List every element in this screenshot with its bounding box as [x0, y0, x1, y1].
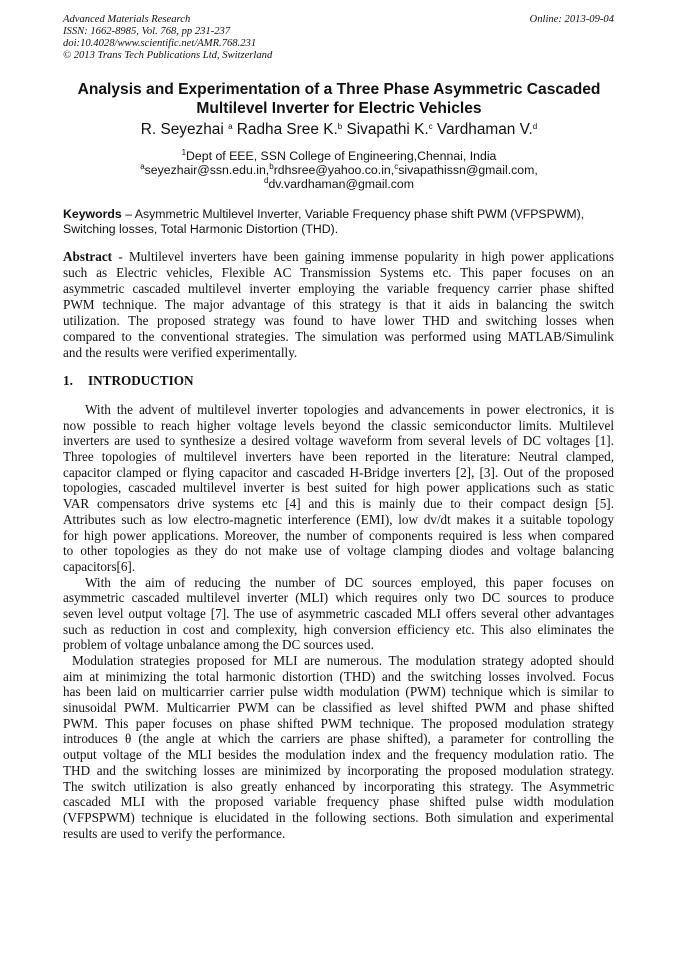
email-link[interactable]: rdhsree@yahoo.co.in, — [273, 163, 395, 177]
paragraph-line: inverters are used to synthesize a desired voltage waveform from several levels of DC voltages [1]. — [63, 433, 614, 449]
abstract-label: Abstract — [63, 249, 113, 264]
paragraph-line: With the advent of multilevel inverter topologies and advancements in power electronics, it is — [85, 402, 614, 417]
introduction-body — [63, 402, 614, 841]
paragraph-line: sinusoidal PWM. Multicarrier PWM can be classified as level shifted PWM and phase shifted — [63, 700, 614, 716]
paragraph-line: The switch utilization is also greatly enhanced by incorporating this strategy. The Asymmetric — [63, 778, 614, 794]
paragraph-line: now possible to reach higher voltage levels beyond the classic semiconductor limits. Multilevel — [63, 417, 614, 433]
abstract-line: compared to the conventional strategies. The simulation was performed using MATLAB/Simulink — [63, 329, 614, 344]
title-line: Multilevel Inverter for Electric Vehicles — [196, 100, 482, 117]
paragraph-line: output voltage of the MLI besides the modulation index and the frequency modulation ratio. The — [63, 747, 614, 763]
paragraph-line: to other topologies as they do not make use of voltage clamping diodes and voltage balancing — [63, 543, 614, 559]
abstract-line: and the results were verified experimentally. — [63, 345, 298, 360]
abstract — [63, 249, 614, 361]
author: Radha Sree K.$^b$ — [232, 121, 343, 138]
paragraph-line: asymmetric cascaded multilevel inverter (MLI) which requires only two DC sources to produce — [63, 590, 614, 606]
paragraph-line: has been laid on multicarrier carrier pulse width modulation (PWM) technique which is similar to — [63, 684, 614, 700]
paragraph-line: VAR compensators drive systems etc [4] and this is mainly due to their compact design [5]. — [63, 496, 614, 512]
author: Sivapathi K.$^c$ — [342, 121, 433, 138]
paragraph-line: for high power applications. Moreover, the number of components required is less when compared — [63, 527, 614, 543]
author-list — [40, 120, 638, 140]
abstract-line: PWM technique. The major advantage of this strategy is that it aids in balancing the switch — [63, 297, 614, 312]
copyright: © 2013 Trans Tech Publications Ltd, Switzerland — [63, 50, 273, 61]
paragraph-line: (VFPSPWM) technique is elucidated in the following sections. Both simulation and experimental — [63, 809, 614, 825]
title-line: Analysis and Experimentation of a Three Phase Asymmetric Cascaded — [77, 81, 601, 98]
emails: $^a$seyezhair@ssn.edu.in,$^b$rdhsree@yahoo.co.in,$^c$sivapathissn@gmail.com, — [140, 162, 538, 177]
author: R. Seyezhai $^a$ — [140, 121, 233, 138]
abstract-line: utilization. The proposed strategy was found to have lower THD and switching losses when — [63, 313, 614, 328]
paragraph-line: Modulation strategies proposed for MLI are numerous. The modulation strategy adopted should — [72, 653, 614, 668]
paragraph-line: Three topologies of multilevel inverters have been reported in the literature: Neutral clamped, — [63, 449, 614, 465]
paragraph-line: seven level output voltage [7]. The use of asymmetric cascaded MLI offers several other advantages — [63, 605, 614, 621]
abstract-line: Abstract - Multilevel inverters have been gaining immense popularity in high power applications — [63, 249, 614, 264]
issn: ISSN: 1662-8985, Vol. 768, pp 231-237 — [63, 26, 231, 37]
paragraph-line: cascaded MLI with the proposed variable frequency phase shifted pulse width modulation — [63, 794, 614, 810]
paper-title — [40, 80, 638, 118]
journal-name: Advanced Materials Research — [63, 14, 191, 25]
paragraph-line: capacitors[6]. — [63, 558, 136, 574]
abstract-line: such as Electric vehicles, Flexible AC Transmission Systems etc. This paper focuses on an — [63, 265, 614, 280]
email-link[interactable]: dv.vardhaman@gmail.com — [268, 177, 414, 191]
journal-header — [63, 14, 272, 62]
paragraph-line: capacitor clamped or flying capacitor and cascaded H-Bridge inverters [2], [3]. Out of the proposed — [63, 464, 614, 480]
paragraph-line: such as reduction in cost and complexity, high conversion efficiency etc. This also eliminates the — [63, 621, 614, 637]
email-link[interactable]: seyezhair@ssn.edu.in, — [144, 163, 270, 177]
paragraph-line: results are used to verify the performance. — [63, 825, 286, 841]
keywords-label: Keywords — [63, 207, 122, 221]
online-date: Online: 2013-09-04 — [529, 14, 614, 25]
paragraph-line: Attributes such as low electro-magnetic interference (EMI), low dv/dt makes it a suitable topology — [63, 511, 614, 527]
paragraph-line: PWM. This paper focuses on phase shifted PWM technique. The proposed modulation strategy — [63, 715, 614, 731]
paragraph-line: aim at minimizing the total harmonic distortion (THD) and the switching losses involved. Focus — [63, 668, 614, 684]
keywords: Keywords – Asymmetric Multilevel Inverter, Variable Frequency phase shift PWM (VFPSPWM), Switching losses, Total Harmonic Distortion (THD). — [63, 207, 585, 236]
abstract-line: asymmetric cascaded multilevel inverter employing the variable frequency carrier phase shifted — [63, 281, 614, 296]
paragraph-line: topologies, cascaded multilevel inverter is best suited for high power applications such as static — [63, 480, 614, 496]
department: $^1$Dept of EEE, SSN College of Engineering,Chennai, India — [181, 148, 497, 163]
email-link[interactable]: sivapathissn@gmail.com, — [398, 163, 538, 177]
paragraph-line: problem of voltage unbalance among the DC sources used. — [63, 637, 374, 653]
section-heading: 1. INTRODUCTION — [63, 373, 194, 388]
paragraph-line: With the aim of reducing the number of DC sources employed, this paper focuses on — [85, 574, 614, 590]
emails: $^d$dv.vardhaman@gmail.com — [264, 176, 414, 191]
doi: doi:10.4028/www.scientific.net/AMR.768.231 — [63, 38, 257, 49]
paragraph-line: THD and the switching losses are minimized by incorporating the proposed modulation strategy. — [63, 762, 614, 778]
paragraph-line: introduces θ (the angle at which the carriers are phase shifted), a parameter for controlling the — [63, 731, 614, 747]
author: Vardhaman V.$^d$ — [432, 121, 538, 138]
affiliation — [40, 149, 638, 191]
